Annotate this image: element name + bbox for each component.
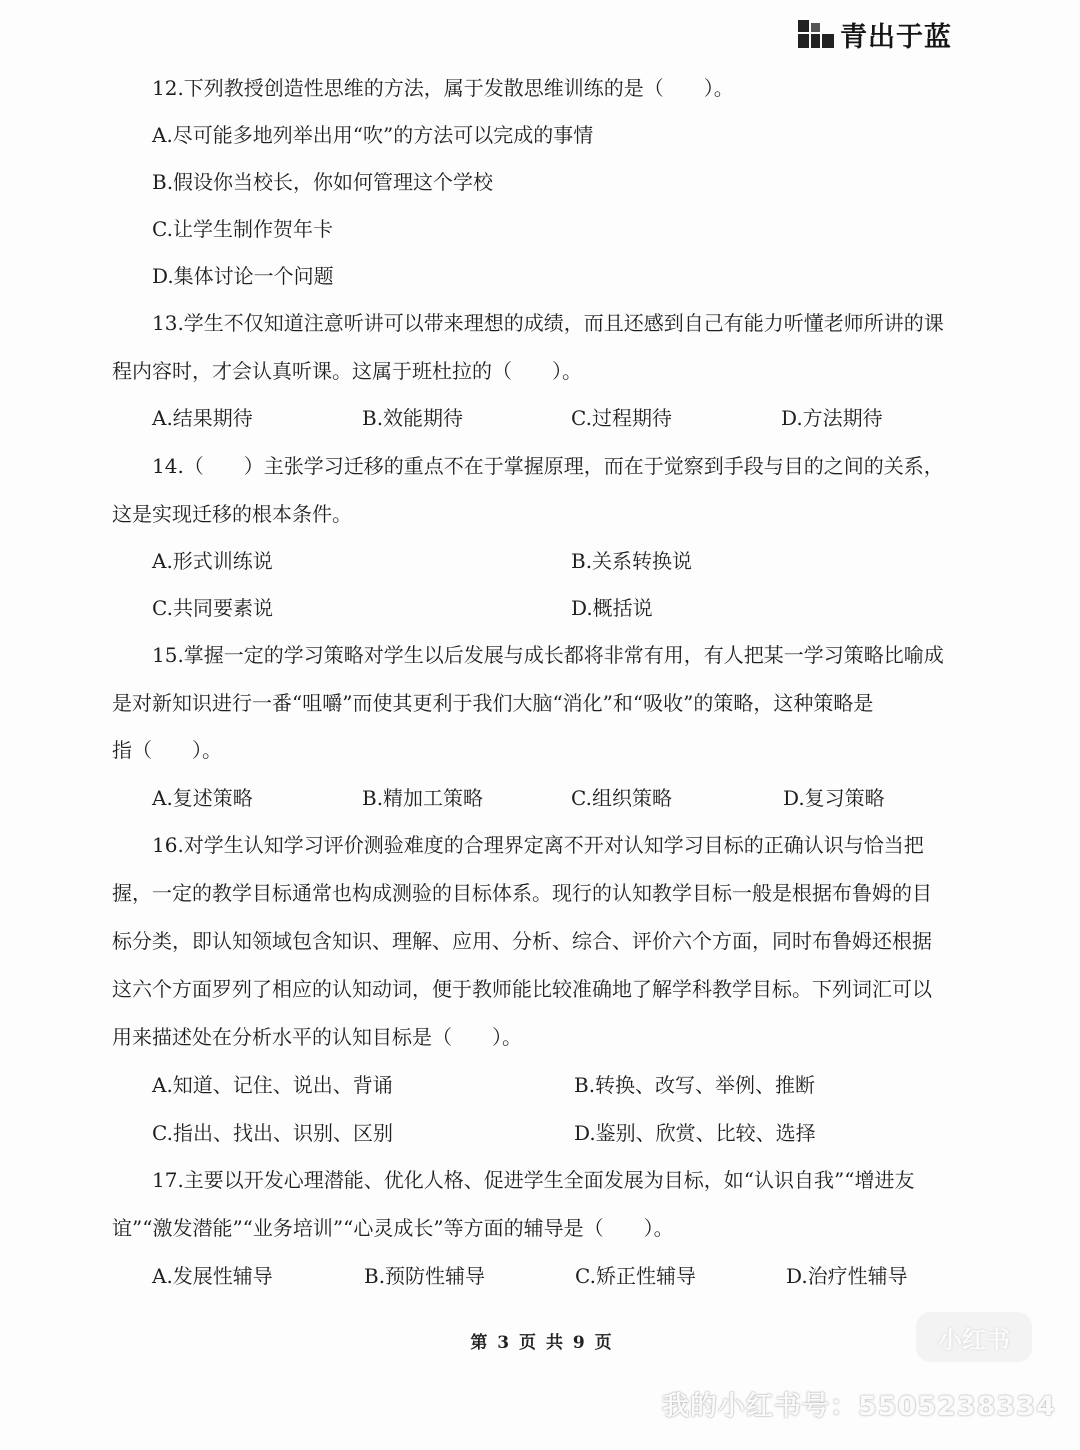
q13-option-c: C.过程期待 <box>571 406 672 430</box>
q14-stem-line-1: 14.（ ）主张学习迁移的重点不在于掌握原理，而在于觉察到手段与目的之间的关系， <box>152 454 944 478</box>
q16-stem-line-1: 16.对学生认知学习评价测验难度的合理界定离不开对认知学习目标的正确认识与恰当把 <box>152 833 924 857</box>
brand-logo-icon <box>798 20 834 48</box>
q12-option-c: C.让学生制作贺年卡 <box>152 217 333 241</box>
brand-text: 青出于蓝 <box>840 21 952 53</box>
q17-option-c: C.矫正性辅导 <box>575 1264 696 1288</box>
q17-option-b: B.预防性辅导 <box>364 1264 486 1288</box>
watermark-id-text: 我的小红书号：5505238334 <box>662 1391 1056 1422</box>
q12-option-a: A.尽可能多地列举出用“吹”的方法可以完成的事情 <box>152 123 594 147</box>
q16-stem-line-5: 用来描述处在分析水平的认知目标是（ ）。 <box>112 1025 522 1049</box>
q17-option-d: D.治疗性辅导 <box>786 1264 908 1288</box>
page-number-label: 第 3 页 共 9 页 <box>470 1333 614 1353</box>
q17-option-a: A.发展性辅导 <box>152 1264 273 1288</box>
q13-option-a: A.结果期待 <box>152 406 253 430</box>
q16-option-d: D.鉴别、欣赏、比较、选择 <box>574 1121 816 1145</box>
q16-stem-line-4: 这六个方面罗列了相应的认知动词，便于教师能比较准确地了解学科教学目标。下列词汇可以 <box>112 977 932 1001</box>
q14-option-b: B.关系转换说 <box>571 549 693 573</box>
q16-option-c: C.指出、找出、识别、区别 <box>152 1121 393 1145</box>
q14-option-d: D.概括说 <box>571 596 653 620</box>
q15-stem-line-3: 指（ ）。 <box>112 738 222 762</box>
q16-stem-line-3: 标分类，即认知领域包含知识、理解、应用、分析、综合、评价六个方面，同时布鲁姆还根据 <box>112 929 932 953</box>
q16-option-a: A.知道、记住、说出、背诵 <box>152 1073 393 1097</box>
q12-option-d: D.集体讨论一个问题 <box>152 264 334 288</box>
q15-option-c: C.组织策略 <box>571 786 672 810</box>
q15-option-a: A.复述策略 <box>152 786 253 810</box>
q13-option-b: B.效能期待 <box>362 406 464 430</box>
q17-stem-line-2: 谊”“激发潜能”“业务培训”“心灵成长”等方面的辅导是（ ）。 <box>112 1216 674 1240</box>
q15-stem-line-1: 15.掌握一定的学习策略对学生以后发展与成长都将非常有用，有人把某一学习策略比喻成 <box>152 643 944 667</box>
q14-option-a: A.形式训练说 <box>152 549 273 573</box>
q16-option-b: B.转换、改写、举例、推断 <box>574 1073 816 1097</box>
q17-stem-line-1: 17.主要以开发心理潜能、优化人格、促进学生全面发展为目标，如“认识自我”“增进友 <box>152 1168 915 1192</box>
q12-stem-line-1: 12.下列教授创造性思维的方法，属于发散思维训练的是（ ）。 <box>152 76 734 100</box>
q14-option-c: C.共同要素说 <box>152 596 273 620</box>
q12-option-b: B.假设你当校长，你如何管理这个学校 <box>152 170 494 194</box>
q16-stem-line-2: 握，一定的教学目标通常也构成测验的目标体系。现行的认知教学目标一般是根据布鲁姆的目 <box>112 881 932 905</box>
watermark-logo: 小红书 <box>916 1312 1032 1362</box>
q14-stem-line-2: 这是实现迁移的根本条件。 <box>112 502 352 526</box>
q15-stem-line-2: 是对新知识进行一番“咀嚼”而使其更利于我们大脑“消化”和“吸收”的策略，这种策略是 <box>112 691 874 715</box>
brand-header <box>798 16 952 52</box>
q13-option-d: D.方法期待 <box>781 406 883 430</box>
q13-stem-line-1: 13.学生不仅知道注意听讲可以带来理想的成绩，而且还感到自己有能力听懂老师所讲的课 <box>152 311 944 335</box>
q15-option-b: B.精加工策略 <box>362 786 484 810</box>
q13-stem-line-2: 程内容时，才会认真听课。这属于班杜拉的（ ）。 <box>112 359 582 383</box>
q15-option-d: D.复习策略 <box>783 786 885 810</box>
